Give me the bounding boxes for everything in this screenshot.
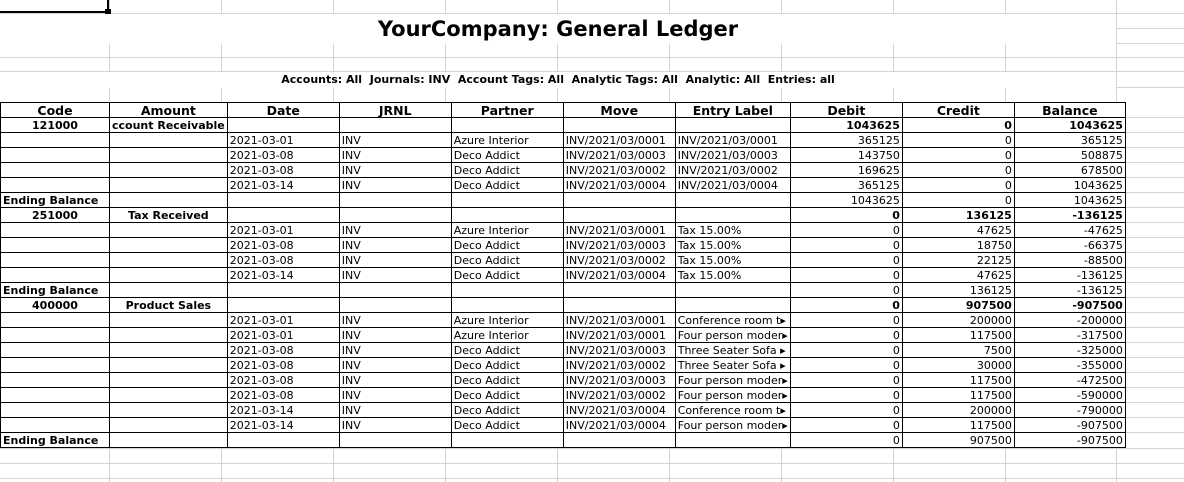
cell-entry-label[interactable] (675, 283, 790, 298)
cell-entry-label[interactable]: Four person moder▸ (675, 388, 790, 403)
cell-debit[interactable]: 0 (790, 403, 902, 418)
cell-code[interactable]: 251000 (1, 208, 110, 223)
cell-credit[interactable]: 200000 (902, 313, 1014, 328)
cell-amount[interactable] (110, 433, 228, 448)
cell-entry-label[interactable]: INV/2021/03/0001 (675, 133, 790, 148)
cell-partner[interactable] (451, 433, 563, 448)
cell-partner[interactable] (451, 193, 563, 208)
table-row (1, 178, 1126, 193)
cell-jrnl[interactable] (339, 298, 451, 313)
cell-credit[interactable]: 117500 (902, 418, 1014, 433)
cell-amount[interactable] (110, 178, 228, 193)
cell-debit[interactable]: 0 (790, 268, 902, 283)
cell-partner[interactable]: Deco Addict (451, 163, 563, 178)
cell-date[interactable] (227, 193, 339, 208)
table-row (1, 373, 1126, 388)
cell-move[interactable]: INV/2021/03/0004 (563, 418, 675, 433)
cell-date[interactable]: 2021-03-08 (227, 358, 339, 373)
cell-move[interactable] (563, 283, 675, 298)
cell-amount[interactable]: Tax Received (110, 208, 228, 223)
cell-balance[interactable]: 1043625 (1014, 178, 1125, 193)
cell-code[interactable]: Ending Balance (1, 433, 110, 448)
cell-credit[interactable]: 30000 (902, 358, 1014, 373)
cell-jrnl[interactable]: INV (339, 133, 451, 148)
cell-code[interactable] (1, 388, 110, 403)
table-row (1, 403, 1126, 418)
cell-credit[interactable]: 136125 (902, 208, 1014, 223)
table-row (1, 223, 1126, 238)
cell-credit[interactable]: 47625 (902, 268, 1014, 283)
table-row (1, 388, 1126, 403)
table-row (1, 358, 1126, 373)
ending-balance-row (1, 283, 1126, 298)
cell-move[interactable]: INV/2021/03/0004 (563, 268, 675, 283)
cell-balance[interactable]: -590000 (1014, 388, 1125, 403)
cell-partner[interactable]: Deco Addict (451, 178, 563, 193)
cell-jrnl[interactable]: INV (339, 238, 451, 253)
cell-jrnl[interactable]: INV (339, 178, 451, 193)
cell-date[interactable] (227, 208, 339, 223)
cell-entry-label[interactable] (675, 433, 790, 448)
cell-jrnl[interactable]: INV (339, 253, 451, 268)
cell-debit[interactable]: 0 (790, 298, 902, 313)
cell-date[interactable]: 2021-03-14 (227, 178, 339, 193)
cell-partner[interactable] (451, 298, 563, 313)
cell-code[interactable]: Ending Balance (1, 193, 110, 208)
cell-entry-label[interactable]: Four person moder▸ (675, 418, 790, 433)
header-row (1, 103, 1126, 118)
cell-code[interactable]: 121000 (1, 118, 110, 133)
cell-amount[interactable] (110, 373, 228, 388)
cell-credit[interactable]: 117500 (902, 373, 1014, 388)
cell-code[interactable] (1, 253, 110, 268)
cell-entry-label[interactable] (675, 118, 790, 133)
table-row (1, 343, 1126, 358)
table-row (1, 328, 1126, 343)
cell-credit[interactable]: 907500 (902, 298, 1014, 313)
cell-amount[interactable] (110, 253, 228, 268)
column-header-code[interactable]: Code (1, 103, 110, 118)
cell-move[interactable]: INV/2021/03/0002 (563, 163, 675, 178)
cell-amount[interactable] (110, 238, 228, 253)
cell-credit[interactable]: 7500 (902, 343, 1014, 358)
cell-code[interactable] (1, 358, 110, 373)
cell-entry-label[interactable]: Four person moder▸ (675, 328, 790, 343)
cell-code[interactable] (1, 238, 110, 253)
column-header-date[interactable]: Date (227, 103, 339, 118)
cell-credit[interactable]: 22125 (902, 253, 1014, 268)
cell-entry-label[interactable]: Three Seater Sofa ▸ (675, 358, 790, 373)
account-row (1, 118, 1126, 133)
cell-partner[interactable]: Deco Addict (451, 373, 563, 388)
cell-partner[interactable]: Deco Addict (451, 388, 563, 403)
cell-partner[interactable]: Azure Interior (451, 223, 563, 238)
account-row (1, 208, 1126, 223)
cell-credit[interactable]: 0 (902, 193, 1014, 208)
cell-date[interactable]: 2021-03-08 (227, 163, 339, 178)
cell-date[interactable]: 2021-03-08 (227, 388, 339, 403)
cell-partner[interactable]: Deco Addict (451, 238, 563, 253)
report-filters: Accounts: All Journals: INV Account Tags: All Analytic Tags: All Analytic: All Entries: all (0, 72, 1116, 88)
cell-date[interactable]: 2021-03-08 (227, 238, 339, 253)
cell-code[interactable] (1, 313, 110, 328)
cell-partner[interactable] (451, 118, 563, 133)
ending-balance-row (1, 433, 1126, 448)
cell-entry-label[interactable]: Three Seater Sofa ▸ (675, 343, 790, 358)
cell-date[interactable] (227, 433, 339, 448)
cell-move[interactable]: INV/2021/03/0001 (563, 133, 675, 148)
ending-balance-row (1, 193, 1126, 208)
cell-move[interactable]: INV/2021/03/0001 (563, 223, 675, 238)
cell-amount[interactable] (110, 388, 228, 403)
cell-debit[interactable]: 0 (790, 358, 902, 373)
cell-jrnl[interactable]: INV (339, 358, 451, 373)
cell-jrnl[interactable]: INV (339, 328, 451, 343)
report-title: YourCompany: General Ledger (0, 14, 1116, 44)
cell-balance[interactable]: -907500 (1014, 298, 1125, 313)
cell-jrnl[interactable]: INV (339, 418, 451, 433)
cell-partner[interactable]: Deco Addict (451, 403, 563, 418)
cell-balance[interactable]: -47625 (1014, 223, 1125, 238)
cell-entry-label[interactable]: Tax 15.00% (675, 223, 790, 238)
cell-balance[interactable]: -317500 (1014, 328, 1125, 343)
cell-partner[interactable]: Deco Addict (451, 148, 563, 163)
cell-balance[interactable]: -136125 (1014, 268, 1125, 283)
cell-debit[interactable]: 0 (790, 343, 902, 358)
cell-code[interactable] (1, 223, 110, 238)
column-header-amount[interactable]: Amount (110, 103, 228, 118)
cell-jrnl[interactable]: INV (339, 343, 451, 358)
cell-amount[interactable] (110, 358, 228, 373)
cell-move[interactable] (563, 298, 675, 313)
cell-partner[interactable]: Azure Interior (451, 313, 563, 328)
table-row (1, 268, 1126, 283)
cell-move[interactable]: INV/2021/03/0003 (563, 373, 675, 388)
table-row (1, 313, 1126, 328)
column-header-partner[interactable]: Partner (451, 103, 563, 118)
table-row (1, 148, 1126, 163)
cell-balance[interactable]: -200000 (1014, 313, 1125, 328)
cell-partner[interactable]: Azure Interior (451, 328, 563, 343)
cell-partner[interactable]: Deco Addict (451, 418, 563, 433)
cell-amount[interactable] (110, 328, 228, 343)
cell-balance[interactable]: -790000 (1014, 403, 1125, 418)
column-header-entry-label[interactable]: Entry Label (675, 103, 790, 118)
cell-balance[interactable]: -472500 (1014, 373, 1125, 388)
cell-balance[interactable]: 1043625 (1014, 118, 1125, 133)
cell-date[interactable]: 2021-03-14 (227, 403, 339, 418)
cell-credit[interactable]: 117500 (902, 328, 1014, 343)
cell-date[interactable]: 2021-03-01 (227, 313, 339, 328)
cell-partner[interactable]: Deco Addict (451, 358, 563, 373)
cell-balance[interactable]: -66375 (1014, 238, 1125, 253)
cell-amount[interactable] (110, 163, 228, 178)
cell-code[interactable]: 400000 (1, 298, 110, 313)
cell-partner[interactable] (451, 283, 563, 298)
column-header-debit[interactable]: Debit (790, 103, 902, 118)
cell-credit[interactable]: 0 (902, 178, 1014, 193)
cell-balance[interactable]: -907500 (1014, 418, 1125, 433)
cell-credit[interactable]: 0 (902, 133, 1014, 148)
cell-amount[interactable] (110, 133, 228, 148)
cell-balance[interactable]: 508875 (1014, 148, 1125, 163)
cell-amount[interactable]: ccount Receivable (110, 118, 228, 133)
cell-code[interactable] (1, 163, 110, 178)
cell-date[interactable]: 2021-03-08 (227, 148, 339, 163)
cell-entry-label[interactable]: INV/2021/03/0004 (675, 178, 790, 193)
cell-code[interactable] (1, 328, 110, 343)
cell-debit[interactable]: 0 (790, 283, 902, 298)
cell-move[interactable]: INV/2021/03/0003 (563, 238, 675, 253)
cell-move[interactable] (563, 193, 675, 208)
cell-entry-label[interactable]: Conference room t▸ (675, 403, 790, 418)
cell-code[interactable] (1, 148, 110, 163)
cell-date[interactable] (227, 298, 339, 313)
cell-jrnl[interactable]: INV (339, 388, 451, 403)
cell-amount[interactable] (110, 418, 228, 433)
cell-entry-label[interactable]: Four person moder▸ (675, 373, 790, 388)
cell-date[interactable]: 2021-03-01 (227, 223, 339, 238)
cell-move[interactable]: INV/2021/03/0001 (563, 313, 675, 328)
cell-partner[interactable]: Azure Interior (451, 133, 563, 148)
cell-balance[interactable]: -136125 (1014, 208, 1125, 223)
cell-code[interactable] (1, 133, 110, 148)
cell-jrnl[interactable]: INV (339, 223, 451, 238)
cell-debit[interactable]: 0 (790, 223, 902, 238)
cell-code[interactable] (1, 373, 110, 388)
cell-jrnl[interactable]: INV (339, 373, 451, 388)
cell-date[interactable]: 2021-03-01 (227, 328, 339, 343)
cell-jrnl[interactable]: INV (339, 163, 451, 178)
cell-balance[interactable]: -325000 (1014, 343, 1125, 358)
cell-jrnl[interactable]: INV (339, 403, 451, 418)
cell-date[interactable] (227, 118, 339, 133)
cell-move[interactable] (563, 433, 675, 448)
cell-date[interactable]: 2021-03-08 (227, 343, 339, 358)
cell-entry-label[interactable]: INV/2021/03/0003 (675, 148, 790, 163)
cell-debit[interactable]: 365125 (790, 133, 902, 148)
cell-amount[interactable] (110, 148, 228, 163)
cell-date[interactable]: 2021-03-08 (227, 373, 339, 388)
cell-amount[interactable]: Product Sales (110, 298, 228, 313)
cell-move[interactable]: INV/2021/03/0002 (563, 388, 675, 403)
cell-entry-label[interactable]: Tax 15.00% (675, 268, 790, 283)
cell-amount[interactable] (110, 193, 228, 208)
cell-partner[interactable]: Deco Addict (451, 253, 563, 268)
cell-balance[interactable]: 678500 (1014, 163, 1125, 178)
cell-credit[interactable]: 0 (902, 163, 1014, 178)
cell-entry-label[interactable]: Tax 15.00% (675, 253, 790, 268)
column-header-credit[interactable]: Credit (902, 103, 1014, 118)
cell-entry-label[interactable] (675, 193, 790, 208)
cell-debit[interactable]: 0 (790, 328, 902, 343)
cell-entry-label[interactable] (675, 208, 790, 223)
cell-code[interactable]: Ending Balance (1, 283, 110, 298)
cell-amount[interactable] (110, 343, 228, 358)
account-row (1, 298, 1126, 313)
cell-entry-label[interactable]: Conference room t▸ (675, 313, 790, 328)
cell-date[interactable]: 2021-03-14 (227, 268, 339, 283)
cell-move[interactable]: INV/2021/03/0004 (563, 403, 675, 418)
cell-amount[interactable] (110, 403, 228, 418)
cell-credit[interactable]: 117500 (902, 388, 1014, 403)
selected-cell[interactable] (0, 0, 109, 13)
cell-debit[interactable]: 169625 (790, 163, 902, 178)
cell-amount[interactable] (110, 223, 228, 238)
table-row (1, 163, 1126, 178)
cell-entry-label[interactable]: INV/2021/03/0002 (675, 163, 790, 178)
cell-balance[interactable]: -355000 (1014, 358, 1125, 373)
cell-balance[interactable]: -136125 (1014, 283, 1125, 298)
cell-amount[interactable] (110, 313, 228, 328)
cell-debit[interactable]: 0 (790, 253, 902, 268)
cell-move[interactable]: INV/2021/03/0004 (563, 178, 675, 193)
table-row (1, 253, 1126, 268)
cell-credit[interactable]: 18750 (902, 238, 1014, 253)
column-header-balance[interactable]: Balance (1014, 103, 1125, 118)
ledger-body (1, 118, 1126, 448)
cell-jrnl[interactable]: INV (339, 313, 451, 328)
cell-jrnl[interactable]: INV (339, 148, 451, 163)
cell-jrnl[interactable] (339, 118, 451, 133)
cell-debit[interactable]: 0 (790, 388, 902, 403)
cell-debit[interactable]: 1043625 (790, 118, 902, 133)
cell-credit[interactable]: 200000 (902, 403, 1014, 418)
cell-jrnl[interactable]: INV (339, 268, 451, 283)
cell-debit[interactable]: 365125 (790, 178, 902, 193)
cell-move[interactable]: INV/2021/03/0001 (563, 328, 675, 343)
cell-entry-label[interactable]: Tax 15.00% (675, 238, 790, 253)
ledger-table (0, 102, 1126, 448)
cell-credit[interactable]: 136125 (902, 283, 1014, 298)
cell-move[interactable]: INV/2021/03/0003 (563, 343, 675, 358)
cell-date[interactable]: 2021-03-01 (227, 133, 339, 148)
table-row (1, 133, 1126, 148)
cell-partner[interactable]: Deco Addict (451, 343, 563, 358)
cell-debit[interactable]: 0 (790, 373, 902, 388)
cell-jrnl[interactable] (339, 193, 451, 208)
cell-date[interactable]: 2021-03-08 (227, 253, 339, 268)
table-row (1, 418, 1126, 433)
cell-entry-label[interactable] (675, 298, 790, 313)
cell-debit[interactable]: 0 (790, 313, 902, 328)
cell-balance[interactable]: 365125 (1014, 133, 1125, 148)
cell-partner[interactable] (451, 208, 563, 223)
cell-jrnl[interactable] (339, 283, 451, 298)
cell-move[interactable] (563, 118, 675, 133)
column-header-jrnl[interactable]: JRNL (339, 103, 451, 118)
cell-balance[interactable]: 1043625 (1014, 193, 1125, 208)
cell-debit[interactable]: 1043625 (790, 193, 902, 208)
cell-balance[interactable]: -907500 (1014, 433, 1125, 448)
cell-credit[interactable]: 0 (902, 148, 1014, 163)
cell-code[interactable] (1, 343, 110, 358)
cell-move[interactable]: INV/2021/03/0003 (563, 148, 675, 163)
column-header-move[interactable]: Move (563, 103, 675, 118)
cell-partner[interactable]: Deco Addict (451, 268, 563, 283)
cell-debit[interactable]: 0 (790, 208, 902, 223)
cell-move[interactable]: INV/2021/03/0002 (563, 358, 675, 373)
cell-credit[interactable]: 0 (902, 118, 1014, 133)
cell-debit[interactable]: 143750 (790, 148, 902, 163)
cell-code[interactable] (1, 268, 110, 283)
cell-date[interactable]: 2021-03-14 (227, 418, 339, 433)
cell-debit[interactable]: 0 (790, 418, 902, 433)
cell-move[interactable]: INV/2021/03/0002 (563, 253, 675, 268)
cell-amount[interactable] (110, 283, 228, 298)
cell-balance[interactable]: -88500 (1014, 253, 1125, 268)
cell-code[interactable] (1, 403, 110, 418)
cell-code[interactable] (1, 178, 110, 193)
cell-debit[interactable]: 0 (790, 238, 902, 253)
cell-move[interactable] (563, 208, 675, 223)
table-row (1, 238, 1126, 253)
cell-jrnl[interactable] (339, 208, 451, 223)
cell-jrnl[interactable] (339, 433, 451, 448)
cell-credit[interactable]: 47625 (902, 223, 1014, 238)
cell-date[interactable] (227, 283, 339, 298)
cell-debit[interactable]: 0 (790, 433, 902, 448)
cell-code[interactable] (1, 418, 110, 433)
cell-credit[interactable]: 907500 (902, 433, 1014, 448)
cell-amount[interactable] (110, 268, 228, 283)
